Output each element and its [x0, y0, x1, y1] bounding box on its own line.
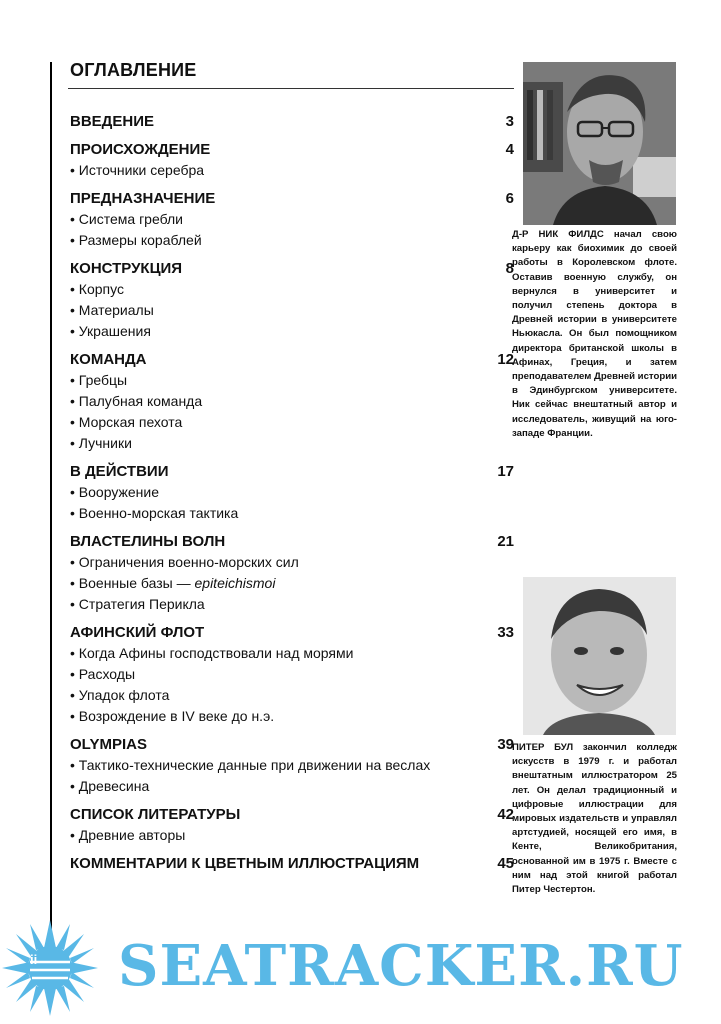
toc-item: • Древние авторы [70, 827, 186, 843]
toc-item: • Корпус [70, 281, 124, 297]
toc-section-in-action [70, 462, 514, 524]
section-page: 8 [505, 260, 514, 277]
toc-item: • Вооружение [70, 484, 159, 500]
toc-section-purpose [70, 189, 514, 251]
title-underline [68, 88, 514, 89]
section-title: ВВЕДЕНИЕ [70, 113, 154, 130]
toc-item: • Размеры кораблей [70, 232, 202, 248]
margin-rule [50, 62, 52, 962]
toc-item-italic-term: epiteichismoi [194, 575, 276, 591]
toc-section-construction [70, 259, 514, 342]
watermark-sun-icon [0, 918, 110, 1018]
section-title: OLYMPIAS [70, 736, 147, 753]
author-photo-fields [523, 62, 676, 225]
portrait-image [523, 62, 676, 225]
toc-item: • Тактико-технические данные при движении на веслах [70, 757, 431, 773]
toc-section-crew [70, 350, 514, 454]
toc-item: • Гребцы [70, 372, 128, 388]
author-bio-fields: Д-Р НИК ФИЛДС начал свою карьеру как биохимик до своей работы в Королевском флоте. Оставив военную службу, он вернулся в университет и получил степень доктора в Древней истории в университете Ньюкасла. Он был помощником директора британской школы в Афинах, Греция, и затем преподавателем Древней истории в Эдинбургском университете. Ник сейчас внештатный автор и исследователь, живущий на юго-западе Франции. [512, 229, 677, 439]
section-title: ПРОИСХОЖДЕНИЕ [70, 141, 211, 158]
toc-item: • Расходы [70, 666, 136, 682]
section-title: АФИНСКИЙ ФЛОТ [70, 624, 205, 641]
toc-item: • Упадок флота [70, 687, 170, 703]
section-page: 42 [497, 806, 514, 823]
section-page: 21 [497, 533, 514, 550]
toc-item: • Возрождение в IV веке до н.э. [70, 708, 275, 724]
section-page: 45 [497, 855, 514, 872]
section-page: 3 [505, 113, 514, 130]
section-page: 39 [497, 736, 514, 753]
section-page: 6 [505, 190, 514, 207]
toc-item-text: • Военные базы — [70, 575, 195, 591]
section-title: КОМАНДА [70, 351, 147, 368]
toc-section-intro [70, 112, 514, 132]
toc-section-origin [70, 140, 514, 181]
toc-item: • Палубная команда [70, 393, 203, 409]
section-page: 12 [497, 351, 514, 368]
section-title: КОММЕНТАРИИ К ЦВЕТНЫМ ИЛЛЮСТРАЦИЯМ [70, 855, 420, 872]
toc-item: • Военно-морская тактика [70, 505, 239, 521]
toc-title: ОГЛАВЛЕНИЕ [70, 60, 197, 80]
section-title: ВЛАСТЕЛИНЫ ВОЛН [70, 533, 226, 550]
page-number: ii [30, 952, 38, 967]
toc-item: • Материалы [70, 302, 154, 318]
section-title: КОНСТРУКЦИЯ [70, 260, 183, 277]
author-photo-bull [523, 577, 676, 735]
section-title: В ДЕЙСТВИИ [70, 463, 169, 480]
toc-item [70, 573, 514, 594]
section-page: 17 [497, 463, 514, 480]
toc-item: • Стратегия Перикла [70, 596, 205, 612]
toc-section-bibliography [70, 805, 514, 846]
toc-item: • Когда Афины господствовали над морями [70, 645, 354, 661]
toc-item: • Лучники [70, 435, 132, 451]
watermark-text: SEATRACKER.RU [118, 933, 684, 999]
toc-item: • Морская пехота [70, 414, 183, 430]
toc-section-rulers-of-waves [70, 532, 514, 615]
section-title: ПРЕДНАЗНАЧЕНИЕ [70, 190, 216, 207]
toc-item: • Древесина [70, 778, 150, 794]
section-page: 33 [497, 624, 514, 641]
toc-item: • Источники серебра [70, 162, 205, 178]
toc-section-olympias [70, 735, 514, 797]
toc-item: • Украшения [70, 323, 151, 339]
toc-item: • Ограничения военно-морских сил [70, 554, 299, 570]
toc-section-athenian-fleet [70, 623, 514, 727]
table-of-contents [70, 112, 514, 882]
section-title: СПИСОК ЛИТЕРАТУРЫ [70, 806, 241, 823]
portrait-image [523, 577, 676, 735]
toc-section-commentary [70, 854, 514, 874]
author-bio-bull: ПИТЕР БУЛ закончил колледж искусств в 1979 г. и работал внештатным иллюстратором 25 лет. Он делал традиционный и цифровые иллюстрации для мировых издательств и управлял артстудией, носящей его имя, в Кенте, Великобритания, основанной им в 1975 г. Вместе с ним над этой книгой работал Питер Честертон. [512, 742, 677, 896]
section-page: 4 [505, 141, 514, 158]
toc-item: • Система гребли [70, 211, 183, 227]
